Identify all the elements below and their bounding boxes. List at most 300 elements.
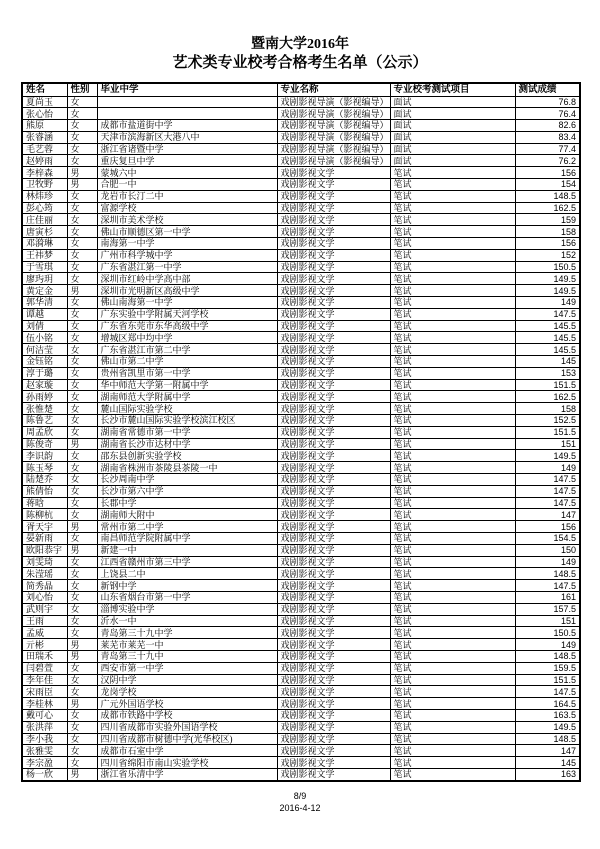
table-row [22, 273, 580, 285]
header-cell: 性别 [67, 83, 97, 96]
table-cell: 158 [515, 226, 580, 238]
table-cell: 女 [67, 367, 97, 379]
table-cell: 笔试 [390, 615, 515, 627]
table-cell: 四川省成都市树德中学(光华校区) [97, 733, 277, 745]
table-row [22, 297, 580, 309]
table-row [22, 356, 580, 368]
table-cell: 山东省烟台市第一中学 [97, 591, 277, 603]
table-cell: 笔试 [390, 733, 515, 745]
table-row [22, 403, 580, 415]
table-row [22, 320, 580, 332]
table-cell: 154.5 [515, 532, 580, 544]
table-cell: 邓漪琳 [22, 238, 67, 250]
table-cell: 笔试 [390, 226, 515, 238]
table-cell: 女 [67, 627, 97, 639]
table-cell: 于雪琪 [22, 261, 67, 273]
table-cell: 笔试 [390, 308, 515, 320]
table-row [22, 615, 580, 627]
header-cell: 姓名 [22, 83, 67, 96]
table-cell: 笔试 [390, 768, 515, 780]
table-cell: 杨一欣 [22, 768, 67, 780]
table-body [22, 96, 580, 781]
table-cell: 长沙周南中学 [97, 474, 277, 486]
table-cell: 笔试 [390, 415, 515, 427]
table-cell: 金钰铭 [22, 356, 67, 368]
table-cell: 149.5 [515, 721, 580, 733]
results-table [21, 82, 581, 782]
table-cell: 广东省湛江市第二中学 [97, 344, 277, 356]
table-cell: 笔试 [390, 509, 515, 521]
page-footer [0, 790, 600, 814]
table-cell: 女 [67, 556, 97, 568]
table-cell: 女 [67, 273, 97, 285]
table-cell [97, 108, 277, 120]
table-row [22, 674, 580, 686]
table-cell: 笔试 [390, 532, 515, 544]
table-cell: 女 [67, 238, 97, 250]
table-cell: 戏剧影视文学 [277, 450, 390, 462]
table-cell: 笔试 [390, 403, 515, 415]
table-cell: 女 [67, 426, 97, 438]
page-title-line2: 艺术类专业校考合格考生名单（公示） [172, 55, 428, 71]
table-row [22, 190, 580, 202]
table-cell: 戏剧影视文学 [277, 297, 390, 309]
table-cell: 男 [67, 521, 97, 533]
table-row [22, 603, 580, 615]
table-cell: 女 [67, 662, 97, 674]
table-cell: 笔试 [390, 391, 515, 403]
table-cell: 笔试 [390, 603, 515, 615]
table-cell: 147.5 [515, 497, 580, 509]
table-cell: 女 [67, 580, 97, 592]
table-cell: 戏剧影视文学 [277, 415, 390, 427]
table-cell: 蒋晗 [22, 497, 67, 509]
table-cell: 女 [67, 356, 97, 368]
table-row [22, 497, 580, 509]
table-cell: 女 [67, 709, 97, 721]
table-cell: 戏剧影视导演（影视编导） [277, 96, 390, 108]
table-cell: 笔试 [390, 190, 515, 202]
table-cell: 晏新雨 [22, 532, 67, 544]
table-cell: 151.5 [515, 379, 580, 391]
table-cell: 女 [67, 297, 97, 309]
table-cell: 82.6 [515, 120, 580, 132]
table-cell: 149 [515, 556, 580, 568]
table-row [22, 757, 580, 769]
table-cell: 林炜珍 [22, 190, 67, 202]
table-cell: 淄博实验中学 [97, 603, 277, 615]
table-cell: 四川省成都市实验外国语学校 [97, 721, 277, 733]
table-cell: 戏剧影视文学 [277, 497, 390, 509]
table-cell: 女 [67, 591, 97, 603]
table-cell: 合肥一中 [97, 179, 277, 191]
table-row [22, 332, 580, 344]
table-cell: 153 [515, 367, 580, 379]
table-cell: 戏剧影视文学 [277, 426, 390, 438]
footer-page-number: 8/9 [293, 791, 307, 801]
table-row [22, 474, 580, 486]
table-row [22, 709, 580, 721]
table-cell: 长沙市麓山国际实验学校滨江校区 [97, 415, 277, 427]
table-cell: 戏剧影视文学 [277, 568, 390, 580]
table-cell: 戏剧影视文学 [277, 285, 390, 297]
table-cell: 笔试 [390, 379, 515, 391]
table-cell: 女 [67, 108, 97, 120]
table-cell: 145.5 [515, 332, 580, 344]
table-cell: 男 [67, 285, 97, 297]
table-cell: 张惟楚 [22, 403, 67, 415]
table-row [22, 745, 580, 757]
table-cell: 笔试 [390, 580, 515, 592]
table-cell: 笔试 [390, 167, 515, 179]
table-cell: 男 [67, 639, 97, 651]
table-cell: 147 [515, 509, 580, 521]
table-cell: 张睿涵 [22, 131, 67, 143]
table-cell: 常州市第二中学 [97, 521, 277, 533]
table-cell: 李小我 [22, 733, 67, 745]
table-row [22, 391, 580, 403]
table-cell: 笔试 [390, 462, 515, 474]
table-cell: 戏剧影视文学 [277, 332, 390, 344]
table-cell: 陆楚乔 [22, 474, 67, 486]
table-cell [97, 96, 277, 108]
table-cell: 戏剧影视文学 [277, 344, 390, 356]
table-cell: 戏剧影视文学 [277, 532, 390, 544]
table-cell: 戏剧影视文学 [277, 615, 390, 627]
table-cell: 148.5 [515, 190, 580, 202]
table-cell: 笔试 [390, 285, 515, 297]
table-cell: 戏剧影视导演（影视编导） [277, 120, 390, 132]
table-cell: 戏剧影视文学 [277, 544, 390, 556]
table-cell: 戏剧影视文学 [277, 674, 390, 686]
table-cell: 湖南省株洲市茶陵县茶陵一中 [97, 462, 277, 474]
table-cell: 147.5 [515, 308, 580, 320]
table-cell: 156 [515, 167, 580, 179]
table-cell: 83.4 [515, 131, 580, 143]
table-cell: 男 [67, 698, 97, 710]
table-row [22, 249, 580, 261]
table-row [22, 415, 580, 427]
table-cell: 赵家璇 [22, 379, 67, 391]
table-row [22, 485, 580, 497]
table-cell: 邵东县创新实验学校 [97, 450, 277, 462]
table-row [22, 120, 580, 132]
table-cell: 151 [515, 438, 580, 450]
table-cell: 戏剧影视文学 [277, 650, 390, 662]
table-cell: 女 [67, 745, 97, 757]
table-cell: 长郡中学 [97, 497, 277, 509]
table-cell: 159 [515, 214, 580, 226]
table-cell: 成都市盐道街中学 [97, 120, 277, 132]
table-cell: 欧阳恭宇 [22, 544, 67, 556]
table-cell: 戏剧影视文学 [277, 238, 390, 250]
table-cell: 147.5 [515, 485, 580, 497]
table-cell: 76.2 [515, 155, 580, 167]
table-cell: 笔试 [390, 721, 515, 733]
table-cell: 新建一中 [97, 544, 277, 556]
table-cell: 女 [67, 320, 97, 332]
table-row [22, 650, 580, 662]
table-cell: 戏剧影视文学 [277, 709, 390, 721]
table-row [22, 179, 580, 191]
table-cell: 戏剧影视文学 [277, 356, 390, 368]
table-cell: 戏剧影视文学 [277, 167, 390, 179]
table-cell: 戏剧影视文学 [277, 190, 390, 202]
table-cell: 笔试 [390, 650, 515, 662]
table-cell: 浙江省乐清中学 [97, 768, 277, 780]
table-cell: 戏剧影视文学 [277, 757, 390, 769]
table-cell: 戏剧影视导演（影视编导） [277, 131, 390, 143]
table-cell: 张洪萍 [22, 721, 67, 733]
table-cell: 145.5 [515, 320, 580, 332]
table-cell: 女 [67, 474, 97, 486]
table-row [22, 591, 580, 603]
table-cell: 彭心筠 [22, 202, 67, 214]
table-header-row [22, 83, 580, 96]
table-cell: 戏剧影视文学 [277, 580, 390, 592]
table-cell: 149 [515, 639, 580, 651]
table-cell: 女 [67, 686, 97, 698]
table-cell: 145 [515, 356, 580, 368]
table-cell: 佛山市第二中学 [97, 356, 277, 368]
table-cell: 女 [67, 674, 97, 686]
table-cell: 女 [67, 344, 97, 356]
table-row [22, 202, 580, 214]
table-cell: 笔试 [390, 202, 515, 214]
table-cell: 戏剧影视文学 [277, 391, 390, 403]
table-cell: 华中师范大学第一附属中学 [97, 379, 277, 391]
table-cell: 156 [515, 521, 580, 533]
table-cell: 广元外国语学校 [97, 698, 277, 710]
table-cell: 戏剧影视文学 [277, 320, 390, 332]
page-title-line1: 暨南大学2016年 [251, 37, 349, 52]
table-cell: 戏剧影视文学 [277, 591, 390, 603]
table-row [22, 131, 580, 143]
table-cell: 戏剧影视文学 [277, 403, 390, 415]
table-cell: 戏剧影视文学 [277, 627, 390, 639]
table-cell: 147.5 [515, 580, 580, 592]
table-cell: 王雨 [22, 615, 67, 627]
table-cell: 夏尚玉 [22, 96, 67, 108]
table-cell: 笔试 [390, 426, 515, 438]
table-cell: 青岛第三十九中学 [97, 627, 277, 639]
header-cell: 专业校考测试项目 [390, 83, 515, 96]
table-cell: 深圳市美术学校 [97, 214, 277, 226]
table-cell: 女 [67, 757, 97, 769]
table-cell: 159.5 [515, 662, 580, 674]
table-cell: 笔试 [390, 497, 515, 509]
table-cell: 南昌师范学院附属中学 [97, 532, 277, 544]
table-row [22, 214, 580, 226]
table-cell: 戏剧影视文学 [277, 438, 390, 450]
table-cell: 151 [515, 615, 580, 627]
table-cell: 熊原 [22, 120, 67, 132]
table-row [22, 556, 580, 568]
table-cell: 女 [67, 261, 97, 273]
table-cell: 蒙城六中 [97, 167, 277, 179]
table-cell: 笔试 [390, 238, 515, 250]
table-cell: 148.5 [515, 568, 580, 580]
table-cell: 女 [67, 721, 97, 733]
table-cell: 女 [67, 568, 97, 580]
table-cell: 赵婷雨 [22, 155, 67, 167]
table-cell: 戏剧影视文学 [277, 745, 390, 757]
table-cell: 简秀晶 [22, 580, 67, 592]
table-cell: 145 [515, 757, 580, 769]
table-cell: 陈玉琴 [22, 462, 67, 474]
table-row [22, 450, 580, 462]
table-row [22, 721, 580, 733]
table-row [22, 285, 580, 297]
table-row [22, 639, 580, 651]
table-cell: 天津市滨海新区大港八中 [97, 131, 277, 143]
table-cell: 广州市科学城中学 [97, 249, 277, 261]
table-row [22, 768, 580, 780]
table-cell: 76.8 [515, 96, 580, 108]
table-cell: 戏剧影视文学 [277, 733, 390, 745]
table-cell: 笔试 [390, 261, 515, 273]
table-cell: 成都市石室中学 [97, 745, 277, 757]
table-cell: 笔试 [390, 639, 515, 651]
table-cell: 女 [67, 403, 97, 415]
table-cell: 熊倩怡 [22, 485, 67, 497]
table-cell: 田瑞禾 [22, 650, 67, 662]
table-cell: 沂水一中 [97, 615, 277, 627]
table-cell: 149.5 [515, 450, 580, 462]
table-cell: 戏剧影视文学 [277, 603, 390, 615]
table-cell: 150.5 [515, 627, 580, 639]
table-cell: 男 [67, 167, 97, 179]
table-cell: 148.5 [515, 733, 580, 745]
table-cell: 毛艺蓉 [22, 143, 67, 155]
table-cell: 161 [515, 591, 580, 603]
table-cell: 76.4 [515, 108, 580, 120]
table-cell: 戏剧影视导演（影视编导） [277, 143, 390, 155]
table-cell: 149 [515, 462, 580, 474]
table-cell: 刘心怡 [22, 591, 67, 603]
table-cell: 戏剧影视文学 [277, 462, 390, 474]
table-cell: 戏剧影视文学 [277, 308, 390, 320]
table-cell: 面试 [390, 155, 515, 167]
table-cell: 朱滢瑶 [22, 568, 67, 580]
table-cell: 何洁莹 [22, 344, 67, 356]
table-row [22, 155, 580, 167]
table-cell: 150 [515, 544, 580, 556]
table-cell: 戏剧影视文学 [277, 273, 390, 285]
table-cell: 笔试 [390, 438, 515, 450]
table-cell: 庄佳丽 [22, 214, 67, 226]
header-cell: 毕业中学 [97, 83, 277, 96]
table-cell: 笔试 [390, 627, 515, 639]
table-cell: 笔试 [390, 556, 515, 568]
table-cell: 女 [67, 450, 97, 462]
table-cell: 男 [67, 768, 97, 780]
table-cell: 伍小铭 [22, 332, 67, 344]
table-cell: 149.5 [515, 273, 580, 285]
table-row [22, 733, 580, 745]
table-cell: 女 [67, 308, 97, 320]
table-cell: 147.5 [515, 474, 580, 486]
table-cell: 富源学校 [97, 202, 277, 214]
table-cell: 李识韵 [22, 450, 67, 462]
table-cell: 笔试 [390, 214, 515, 226]
table-row [22, 308, 580, 320]
table-cell: 笔试 [390, 745, 515, 757]
table-cell: 笔试 [390, 297, 515, 309]
table-row [22, 143, 580, 155]
table-cell: 男 [67, 438, 97, 450]
table-cell: 笔试 [390, 521, 515, 533]
table-row [22, 509, 580, 521]
table-cell: 女 [67, 485, 97, 497]
table-cell: 李桂林 [22, 698, 67, 710]
table-cell: 151.5 [515, 674, 580, 686]
table-cell: 唐寅杉 [22, 226, 67, 238]
table-cell: 男 [67, 544, 97, 556]
table-cell: 戏剧影视文学 [277, 367, 390, 379]
table-row [22, 462, 580, 474]
table-cell: 上饶县二中 [97, 568, 277, 580]
table-cell: 笔试 [390, 662, 515, 674]
table-cell: 深圳市红岭中学高中部 [97, 273, 277, 285]
table-row [22, 367, 580, 379]
table-row [22, 698, 580, 710]
table-cell: 笔试 [390, 450, 515, 462]
table-row [22, 544, 580, 556]
table-cell: 刘雯琦 [22, 556, 67, 568]
table-cell: 戏剧影视文学 [277, 179, 390, 191]
table-cell: 佛山南海第一中学 [97, 297, 277, 309]
table-cell: 戏剧影视文学 [277, 698, 390, 710]
table-cell: 重庆复旦中学 [97, 155, 277, 167]
table-cell: 张雅雯 [22, 745, 67, 757]
table-cell: 笔试 [390, 249, 515, 261]
table-cell: 笔试 [390, 591, 515, 603]
table-cell: 麓山国际实验学校 [97, 403, 277, 415]
table-cell: 笔试 [390, 674, 515, 686]
table-cell: 深圳市光明新区高级中学 [97, 285, 277, 297]
table-cell: 149 [515, 297, 580, 309]
table-cell: 笔试 [390, 474, 515, 486]
table-cell: 女 [67, 190, 97, 202]
table-cell: 陈柳杭 [22, 509, 67, 521]
table-cell: 150.5 [515, 261, 580, 273]
table-cell: 女 [67, 379, 97, 391]
table-cell: 面试 [390, 120, 515, 132]
table-cell: 宋雨臣 [22, 686, 67, 698]
table-cell: 151.5 [515, 426, 580, 438]
table-cell: 湖南省常德市第一中学 [97, 426, 277, 438]
table-cell: 女 [67, 332, 97, 344]
table-cell: 女 [67, 214, 97, 226]
table-cell: 笔试 [390, 320, 515, 332]
table-cell: 154 [515, 179, 580, 191]
table-cell: 戏剧影视文学 [277, 485, 390, 497]
table-cell: 戏剧影视文学 [277, 521, 390, 533]
table-cell: 闫碧萱 [22, 662, 67, 674]
table-cell: 女 [67, 131, 97, 143]
table-cell: 李梓森 [22, 167, 67, 179]
table-row [22, 580, 580, 592]
table-cell: 湖南师范大学附属中学 [97, 391, 277, 403]
table-cell: 王祎梦 [22, 249, 67, 261]
table-cell: 浙江省诸暨中学 [97, 143, 277, 155]
table-cell: 郭华清 [22, 297, 67, 309]
table-cell: 李年佳 [22, 674, 67, 686]
table-row [22, 226, 580, 238]
table-row [22, 426, 580, 438]
table-cell: 147 [515, 745, 580, 757]
